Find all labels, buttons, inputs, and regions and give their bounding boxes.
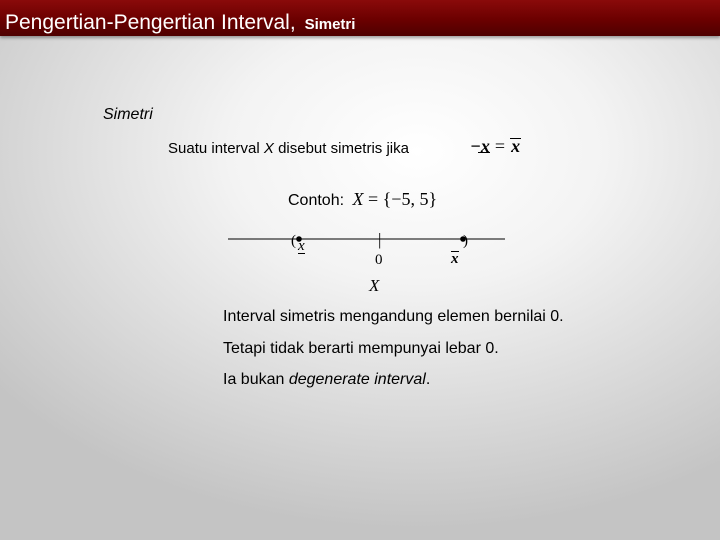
zero-label: 0 (375, 252, 383, 268)
formula-lhs-sign: − (470, 136, 481, 156)
formula-lhs-var: x (480, 136, 490, 156)
left-bracket: ( (291, 233, 296, 249)
example-label: Contoh: (288, 192, 345, 209)
definition-var: X (263, 140, 274, 157)
right-endpoint-label: x (451, 251, 459, 267)
example-set-rest: = {−5, 5} (368, 189, 438, 209)
right-bracket: ) (463, 233, 468, 249)
zero-tick: | (378, 230, 382, 249)
paragraph-degenerate-em: degenerate interval (288, 371, 426, 388)
paragraph-degenerate (223, 371, 430, 389)
left-endpoint-label: x (298, 238, 305, 254)
slide-title-main: Pengertian-Pengertian Interval, (5, 11, 296, 34)
section-heading: Simetri (103, 106, 153, 123)
definition-prefix: Suatu interval (168, 140, 264, 157)
paragraph-degenerate-prefix: Ia bukan (223, 371, 289, 388)
interval-label: X (369, 276, 380, 295)
formula-equals: = (494, 136, 506, 156)
paragraph-width: Tetapi tidak berarti mempunyai lebar 0. (223, 340, 499, 357)
paragraph-degenerate-suffix: . (425, 371, 431, 388)
example-set-var: X (352, 189, 364, 209)
slide-title-sub: Simetri (304, 16, 356, 33)
definition-suffix: disebut simetris jika (273, 140, 409, 157)
paragraph-contains-zero: Interval simetris mengandung elemen bernilai 0. (223, 308, 564, 325)
formula-rhs-var: x (511, 136, 521, 156)
